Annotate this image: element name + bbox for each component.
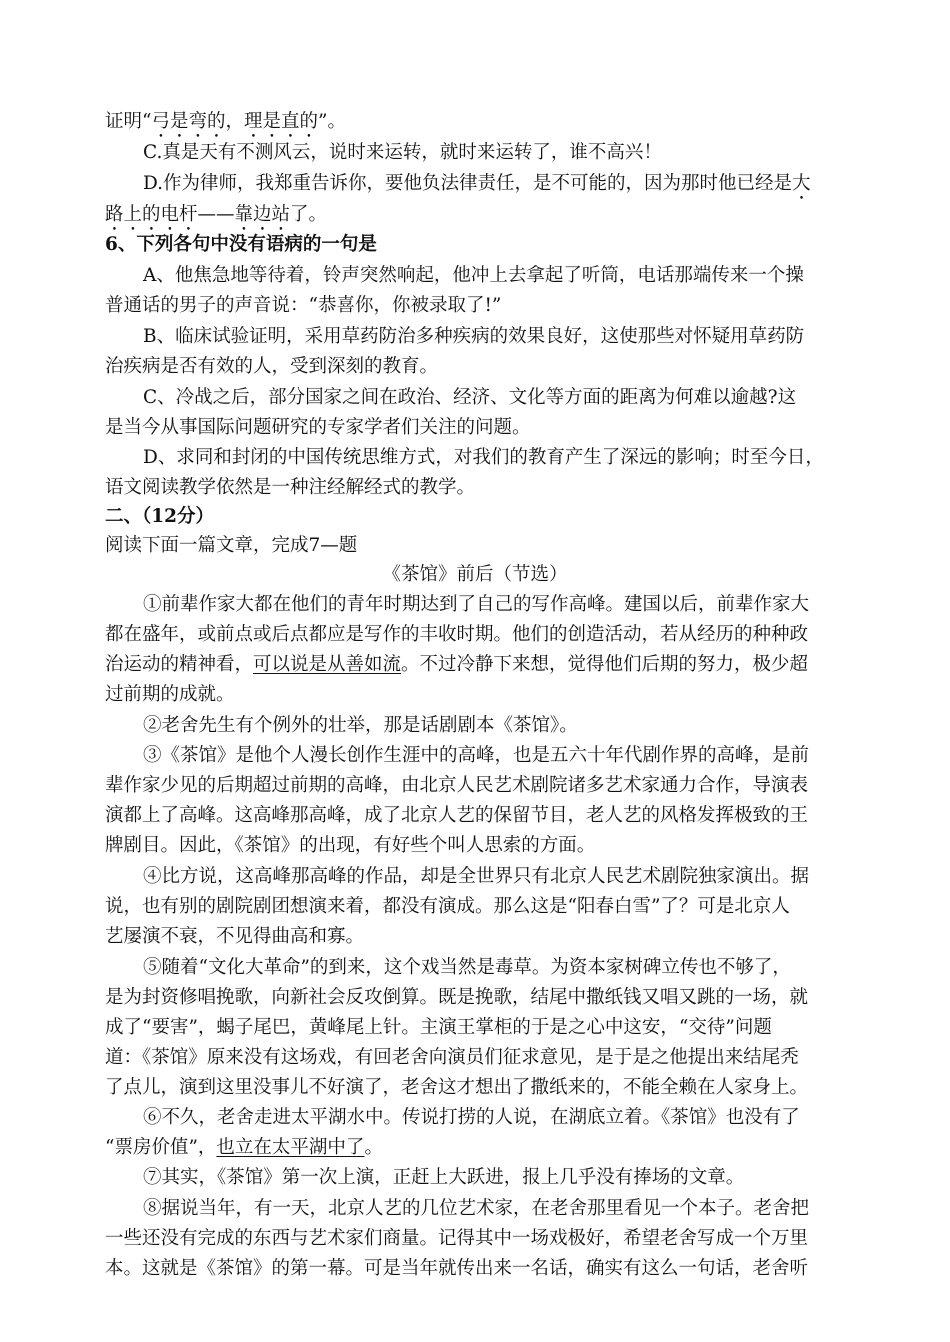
text-line: 本。这就是《茶馆》的第一幕。可是当年就传出来一名话，确实有这么一句话，老舍听	[105, 1258, 809, 1279]
text-line: 是当今从事国际问题研究的专家学者们关注的问题。	[105, 417, 531, 438]
option-c: C.真是天有不测风云，说时来运转，就时来运转了，谁不高兴！	[143, 142, 662, 163]
text-line: 成了“要害”，蝎子尾巴，黄峰尾上针。主演王掌柜的于是之心中这安，“交待”问题	[105, 1017, 772, 1038]
text-segment: D.作为律师，我郑重告诉你，要他负法律责任，是不可能的，因为那时他已经是	[143, 173, 793, 194]
article-title: 《茶馆》前后（节选）	[382, 564, 568, 585]
text-line: 说，也有别的剧院剧团想演来着，都没有演成。那么这是“阳春白雪”了？可是北京人	[105, 896, 790, 917]
text-segment: 。	[364, 1137, 383, 1158]
text-line	[105, 110, 346, 142]
text-segment: 治运动的精神看，	[105, 654, 254, 675]
question-6-title: 6、下列各句中没有语病的一句是	[105, 234, 377, 255]
text-line: 牌剧目。因此，《茶馆》的出现，有好些个叫人思索的方面。	[105, 835, 596, 856]
paragraph-1: ①前辈作家大都在他们的青年时期达到了自己的写作高峰。建国以后，前辈作家大	[143, 594, 810, 615]
paragraph-8: ⑧据说当年，有一天，北京人艺的几位艺术家，在老舍那里看见一个本子。老舍把	[143, 1198, 810, 1219]
text-line	[105, 653, 808, 677]
paragraph-5: ⑤随着“文化大革命”的到来，这个戏当然是毒草。为资本家树碑立传也不够了，	[143, 957, 791, 978]
emphasized-phrase: 大	[792, 173, 811, 194]
text-line: 语文阅读教学依然是一种注经解经式的教学。	[105, 477, 476, 498]
text-line: 普通话的男子的声音说：“恭喜你，你被录取了!”	[105, 295, 502, 316]
option-d: D、求同和封闭的中国传统思维方式，对我们的教育产生了深远的影响；时至今日，	[143, 447, 824, 468]
underlined-phrase: 也立在太平湖中了	[216, 1137, 365, 1158]
text-line: 是为封资修唱挽歌，向新社会反攻倒算。既是挽歌，结尾中撒纸钱又唱又跳的一场，就	[105, 987, 809, 1008]
paragraph-6: ⑥不久，老舍走进太平湖水中。传说打捞的人说，在湖底立着。《茶馆》也没有了	[143, 1107, 800, 1128]
option-a: A、他焦急地等待着，铃声突然响起，他冲上去拿起了听筒，电话那端传来一个操	[143, 265, 804, 286]
text-line: 一些还没有完成的东西与艺术家们商量。记得其中一场戏极好，希望老舍写成一个万里	[105, 1228, 809, 1249]
text-segment: “票房价值”，	[105, 1137, 217, 1158]
paragraph-7: ⑦其实，《茶馆》第一次上演，正赶上大跃进，报上几乎没有捧场的文章。	[143, 1167, 745, 1188]
paragraph-3: ③《茶馆》是他个人漫长创作生涯中的高峰，也是五六十年代剧作界的高峰，是前	[143, 745, 810, 766]
option-c: C、冷战之后，部分国家之间在政治、经济、文化等方面的距离为何难以逾越?这	[143, 387, 797, 408]
emphasized-phrase: 路上的电杆——靠边站	[105, 204, 291, 225]
text-line	[105, 1136, 383, 1160]
text-line: 都在盛年，或前点或后点都应是写作的丰收时期。他们的创造活动，若从经历的种种政	[105, 624, 809, 645]
text-line: 演都上了高峰。这高峰那高峰，成了北京人艺的保留节目，老人艺的风格发挥极致的王	[105, 805, 809, 826]
option-d	[143, 172, 811, 204]
paragraph-2: ②老舍先生有个例外的壮举，那是话剧剧本《茶馆》。	[143, 715, 578, 736]
reading-instruction: 阅读下面一篇文章，完成7—题	[105, 535, 358, 556]
text-line: 艺屡演不衰，不见得曲高和寡。	[105, 926, 365, 947]
text-line: 了点儿，演到这里没事儿不好演了，老舍这才想出了撒纸来的，不能全赖在人家身上。	[105, 1077, 809, 1098]
text-segment: ”。	[317, 111, 346, 132]
paragraph-4: ④比方说，这高峰那高峰的作品，却是全世界只有北京人民艺术剧院独家演出。据	[143, 866, 810, 887]
underlined-phrase: 可以说是从善如流	[253, 654, 402, 675]
option-b: B、临床试验证明，采用草药防治多种疾病的效果良好，这使那些对怀疑用草药防	[143, 326, 805, 347]
text-line: 道：《茶馆》原来没有这场戏，有回老舍向演员们征求意见，是于是之他提出来结尾秃	[105, 1047, 799, 1068]
text-line: 辈作家少见的后期超过前期的高峰，由北京人民艺术剧院诸多艺术家通力合作，导演表	[105, 775, 809, 796]
text-line	[105, 203, 327, 235]
text-line: 治疾病是否有效的人，受到深刻的教育。	[105, 356, 439, 377]
text-segment: 。不过冷静下来想，觉得他们后期的努力，极少超	[401, 654, 809, 675]
text-segment: 证明“	[105, 111, 152, 132]
emphasized-phrase: 弓是弯的，理是直的	[151, 111, 318, 132]
section-two-heading: 二、（12分）	[105, 506, 214, 527]
text-segment: 了。	[290, 204, 328, 225]
text-line: 过前期的成就。	[105, 684, 235, 705]
